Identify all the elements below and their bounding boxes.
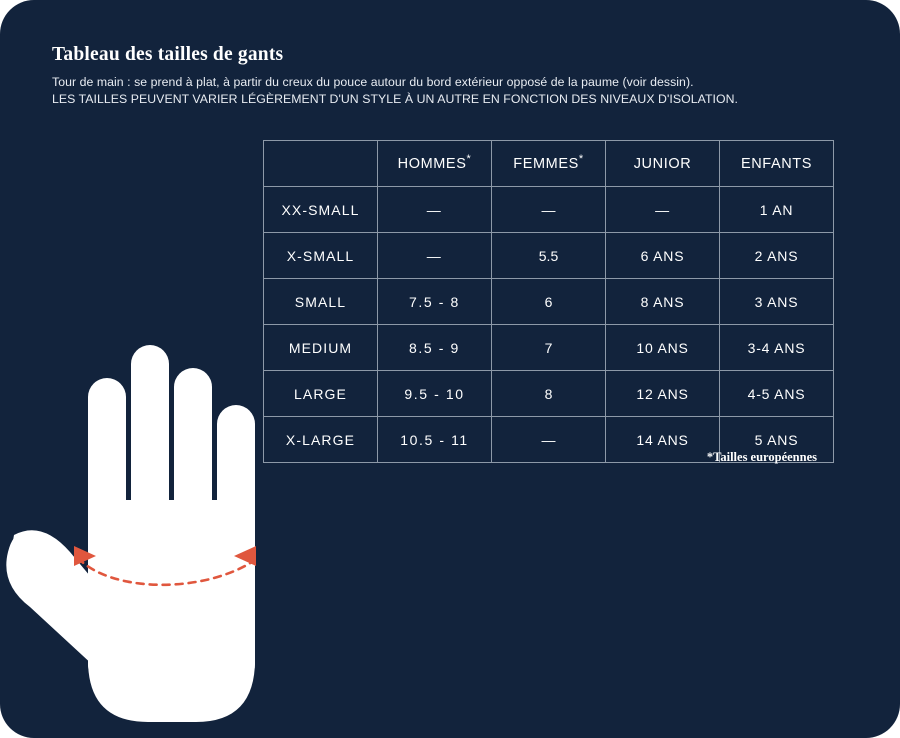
cell-size: XX-SMALL	[264, 187, 378, 233]
cell-enfants: 2 ANS	[720, 233, 834, 279]
column-header-enfants: ENFANTS	[720, 141, 834, 187]
cell-femmes: 8	[492, 371, 606, 417]
table-row	[264, 187, 834, 233]
cell-junior: 10 ANS	[606, 325, 720, 371]
cell-junior: 6 ANS	[606, 233, 720, 279]
asterisk-hommes: *	[466, 152, 472, 165]
cell-hommes: 8.5 - 9	[378, 325, 492, 371]
hand-diagram-svg	[0, 330, 320, 738]
cell-femmes: —	[492, 187, 606, 233]
cell-enfants: 3-4 ANS	[720, 325, 834, 371]
cell-enfants: 1 AN	[720, 187, 834, 233]
column-header-hommes	[378, 141, 492, 187]
header	[52, 44, 852, 106]
table-header-row	[264, 141, 834, 187]
page-title: Tableau des tailles de gants	[52, 44, 284, 65]
footnote: *Tailles européennes	[706, 450, 817, 464]
cell-size: X-LARGE	[264, 417, 378, 463]
intro-line-1: Tour de main : se prend à plat, à partir du creux du pouce autour du bord extérieur opposé de la paume (voir dessin).	[52, 75, 694, 89]
table-row	[264, 371, 834, 417]
cell-femmes: 7	[492, 325, 606, 371]
table-header	[264, 141, 834, 187]
cell-hommes: 9.5 - 10	[378, 371, 492, 417]
cell-size: MEDIUM	[264, 325, 378, 371]
hand-illustration	[0, 330, 320, 738]
cell-size: X-SMALL	[264, 233, 378, 279]
cell-femmes: 5.5	[492, 233, 606, 279]
cell-junior: 14 ANS	[606, 417, 720, 463]
table-row	[264, 325, 834, 371]
cell-junior: 8 ANS	[606, 279, 720, 325]
column-header-femmes	[492, 141, 606, 187]
column-header-hommes-label: HOMMES	[397, 155, 467, 172]
table-row	[264, 279, 834, 325]
cell-enfants: 3 ANS	[720, 279, 834, 325]
cell-hommes: 10.5 - 11	[378, 417, 492, 463]
column-header-femmes-label: FEMMES	[513, 155, 579, 172]
cell-hommes: 7.5 - 8	[378, 279, 492, 325]
hand-shape	[6, 345, 255, 722]
size-table	[263, 140, 834, 463]
asterisk-femmes: *	[578, 152, 584, 165]
cell-junior: —	[606, 187, 720, 233]
intro-line-2: LES TAILLES PEUVENT VARIER LÉGÈREMENT D'UN STYLE À UN AUTRE EN FONCTION DES NIVEAUX D'ISOLATION.	[52, 92, 738, 106]
cell-enfants: 4-5 ANS	[720, 371, 834, 417]
column-header-size	[264, 141, 378, 187]
cell-size: LARGE	[264, 371, 378, 417]
column-header-junior: JUNIOR	[606, 141, 720, 187]
size-table-container	[263, 140, 834, 463]
table-row	[264, 233, 834, 279]
table-body	[264, 187, 834, 463]
cell-junior: 12 ANS	[606, 371, 720, 417]
cell-hommes: —	[378, 187, 492, 233]
cell-enfants: 5 ANS	[720, 417, 834, 463]
cell-size: SMALL	[264, 279, 378, 325]
cell-femmes: —	[492, 417, 606, 463]
cell-hommes: —	[378, 233, 492, 279]
cell-femmes: 6	[492, 279, 606, 325]
